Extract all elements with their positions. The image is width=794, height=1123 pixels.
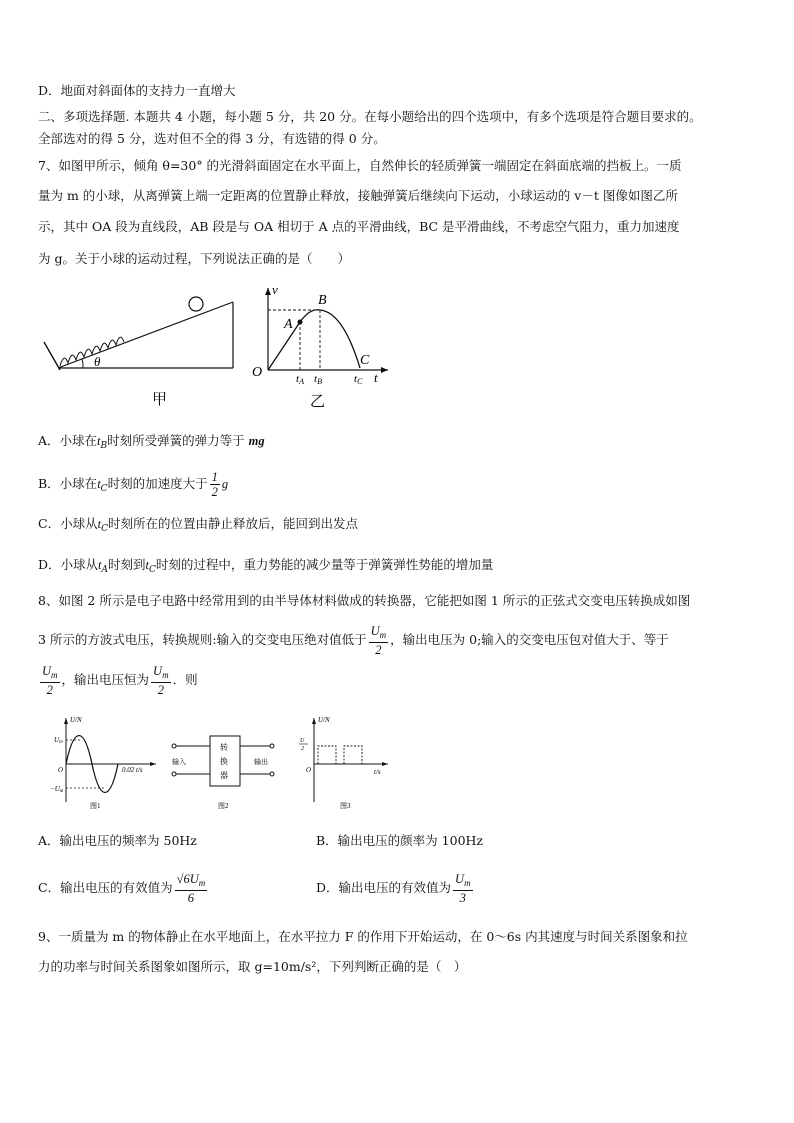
svg-text:换: 换 <box>220 757 228 766</box>
origin-label: O <box>252 365 263 380</box>
svg-text:−Um: −Um <box>50 785 64 794</box>
q7-line4: 为 g。关于小球的运动过程，下列说法正确的是（ ） <box>38 251 350 266</box>
q8-option-a: A．输出电压的频率为 50Hz <box>38 833 197 848</box>
q6-option-d: D．地面对斜面体的支持力一直增大 <box>38 83 236 98</box>
q7-option-a: A．小球在$t_B$时刻所受弹簧的弹力等于 mg <box>38 433 265 451</box>
tc-tick: t <box>354 373 358 385</box>
sine-wave-figure <box>44 712 164 812</box>
q7-option-c: C．小球从$t_C$时刻所在的位置由静止释放后，能回到出发点 <box>38 516 358 534</box>
point-c-label: C <box>360 353 370 368</box>
q8-option-b: B．输出电压的颜率为 100Hz <box>316 833 484 848</box>
q7-option-d: D．小球从$t_A$时刻到$t_C$时刻的过程中，重力势能的减少量等于弹簧弹性势能的增加量 <box>38 557 494 575</box>
converter-figure <box>168 730 288 812</box>
svg-text:t/s: t/s <box>374 768 381 776</box>
q7-option-b: B．小球在$t_C$时刻的加速度大于 $\frac{1}{2}$ g <box>38 470 229 499</box>
theta-label: θ <box>94 354 101 369</box>
q9-line2: 力的功率与时间关系图象如图所示，取 g=10m/s²，下列判断正确的是（ ） <box>38 959 467 974</box>
svg-text:U/N: U/N <box>70 716 82 724</box>
svg-text:转: 转 <box>220 743 228 752</box>
svg-text:Um: Um <box>54 736 63 745</box>
q8-line1: 8、如图 2 所示是电子电路中经常用到的由半导体材料做成的转换器，它能把如图 1 所示的正弦式交变电压转换成如图 <box>38 593 691 608</box>
q8-option-d: D．输出电压的有效值为 $\frac{U_m}{3}$ <box>316 872 471 905</box>
t-axis-label: t <box>374 370 378 385</box>
svg-text:0.02 t/s: 0.02 t/s <box>122 766 143 774</box>
q7-line2: 量为 m 的小球，从离弹簧上端一定距离的位置静止释放，接触弹簧后继续向下运动，小球运动的 v－t 图像如图乙所 <box>38 188 678 203</box>
svg-text:器: 器 <box>220 771 228 780</box>
section2-line1: 二、多项选择题. 本题共 4 小题，每小题 5 分，共 20 分。在每小题给出的四个选项中，有多个选项是符合题目要求的。 <box>38 109 702 124</box>
svg-text:U/N: U/N <box>318 716 330 724</box>
point-b-label: B <box>318 293 327 308</box>
fig2-caption: 图2 <box>218 802 229 810</box>
svg-text:O: O <box>58 766 64 774</box>
svg-text:tC: tC <box>354 373 363 386</box>
ta-tick: t <box>296 373 300 385</box>
point-a-label: A <box>284 317 293 332</box>
section2-line2: 全部选对的得 5 分，选对但不全的得 3 分，有选错的得 0 分。 <box>38 131 386 146</box>
fig3-caption: 图3 <box>340 802 351 810</box>
svg-text:输出: 输出 <box>254 758 268 766</box>
q7-line3: 示，其中 OA 段为直线段，AB 段是与 OA 相切于 A 点的平滑曲线，BC 是平滑曲线，不考虑空气阻力，重力加速度 <box>38 219 680 234</box>
svg-text:输入: 输入 <box>172 758 186 766</box>
q7-line1: 7、如图甲所示，倾角 θ=30° 的光滑斜面固定在水平面上，自然伸长的轻质弹簧一端固定在斜面底端的挡板上。一质 <box>38 158 682 173</box>
fig-jia-caption: 甲 <box>152 392 168 408</box>
fig-yi-caption: 乙 <box>310 394 326 410</box>
q8-option-c: C．输出电压的有效值为 $\frac{√6U_m}{6}$ <box>38 872 206 905</box>
vt-graph <box>248 282 398 412</box>
svg-text:O: O <box>306 766 312 774</box>
q9-line1: 9、一质量为 m 的物体静止在水平地面上，在水平拉力 F 的作用下开始运动，在 0～6s 内其速度与时间关系图象和拉 <box>38 929 688 944</box>
svg-text:tA: tA <box>296 373 304 386</box>
tb-tick: t <box>314 373 318 385</box>
svg-text:U: U <box>300 738 305 744</box>
q8-line2: 3 所示的方波式电压，转换规则:输入的交变电压绝对值低于 $\frac{U_m}{2}$ ，输出电压为 0;输入的交变电压包对值大于、等于 <box>38 624 669 657</box>
incline-figure <box>38 282 238 412</box>
q8-line3: $\frac{U_m}{2}$ ，输出电压恒为 $\frac{U_m}{2}$ ．则 <box>42 664 198 697</box>
square-wave-figure <box>294 712 394 812</box>
fig1-caption: 图1 <box>90 802 101 810</box>
svg-text:2: 2 <box>301 746 304 752</box>
svg-text:tB: tB <box>314 373 322 386</box>
v-axis-label: v <box>272 282 278 297</box>
